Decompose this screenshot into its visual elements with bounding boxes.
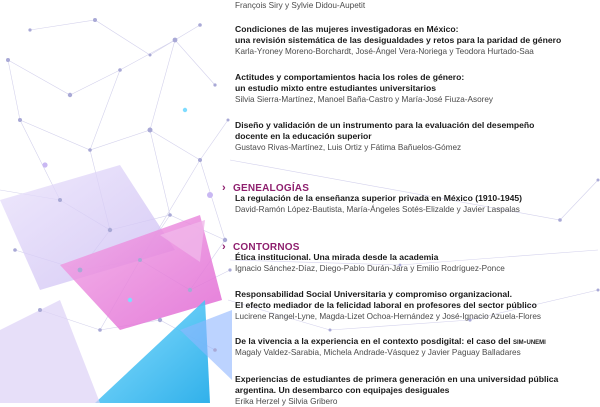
entry-title: Responsabilidad Social Universitaria y compromiso organizacional.: [235, 289, 512, 299]
entry-title: Experiencias de estudiantes de primera generación en una universidad pública: [235, 374, 559, 384]
list-item[interactable]: [235, 252, 595, 274]
entry-title: docente en la educación superior: [235, 131, 372, 141]
entry-title: un estudio mixto entre estudiantes universitarios: [235, 83, 437, 93]
chevron-right-icon: ›: [222, 241, 226, 253]
entry-authors: David-Ramón López-Bautista, María-Ángeles Sotés-Elizalde y Javier Laspalas: [235, 205, 520, 214]
entry-authors: Gustavo Rivas-Martínez, Luis Ortiz y Fátima Bañuelos-Gómez: [235, 143, 462, 152]
entry-authors: Erika Herzel y Silvia Gribero: [235, 397, 338, 406]
list-item[interactable]: [235, 336, 595, 358]
entry-authors: Magaly Valdez-Sarabia, Michela Andrade-Vásquez y Javier Paguay Balladares: [235, 348, 521, 357]
section-label: GENEALOGÍAS: [233, 183, 310, 194]
entry-title-text: De la vivencia a la experiencia en el contexto posdigital: el caso del: [235, 336, 513, 346]
list-item[interactable]: [235, 193, 595, 215]
entry-title: El efecto mediador de la felicidad laboral en profesores del sector público: [235, 300, 537, 310]
entry-authors: Lucirene Rangel-Lyne, Magda-Lizet Ochoa-Hernández y José-Ignacio Azuela-Flores: [235, 312, 541, 321]
entry-authors: Ignacio Sánchez-Díaz, Diego-Pablo Durán-Jara y Emilio Rodríguez-Ponce: [235, 264, 505, 273]
entry-title: Ética institucional. Una mirada desde la academia: [235, 252, 439, 262]
list-item[interactable]: [235, 289, 595, 322]
list-item[interactable]: [235, 0, 595, 11]
list-item[interactable]: [235, 24, 595, 57]
entry-title: una revisión sistemática de las desigualdades y retos para la paridad de género: [235, 35, 562, 45]
entry-title: La regulación de la enseñanza superior privada en México (1910-1945): [235, 193, 523, 203]
entry-title: [235, 336, 595, 347]
entry-title: Condiciones de las mujeres investigadoras en México:: [235, 24, 459, 34]
lavender-facet-bottom: [0, 300, 100, 403]
entry-title: Diseño y validación de un instrumento para la evaluación del desempeño: [235, 120, 535, 130]
entry-title: Actitudes y comportamientos hacia los roles de género:: [235, 72, 465, 82]
entry-authors: Karla-Yroney Moreno-Borchardt, José-Ángel Vera-Noriega y Teodora Hurtado-Saa: [235, 47, 534, 56]
list-item[interactable]: [235, 72, 595, 105]
chevron-right-icon: ›: [222, 182, 226, 194]
section-label: CONTORNOS: [233, 242, 300, 253]
entry-authors: Silvia Sierra-Martínez, Manoel Baña-Castro y María-José Fiuza-Asorey: [235, 95, 493, 104]
list-item[interactable]: [235, 120, 595, 153]
list-item[interactable]: [235, 374, 595, 407]
entry-title-acronym: sim-unemi: [512, 336, 546, 346]
entry-authors: François Siry y Sylvie Didou-Aupetit: [235, 1, 366, 10]
entry-title: argentina. Un desembarco con equipajes desiguales: [235, 385, 450, 395]
